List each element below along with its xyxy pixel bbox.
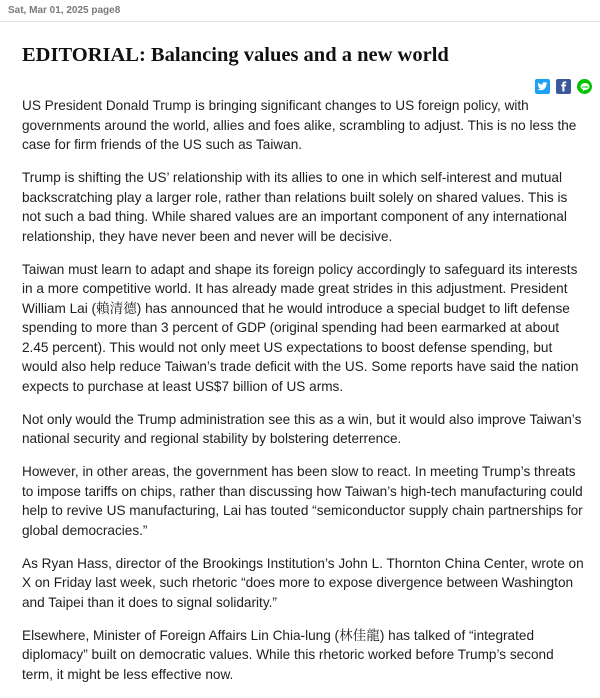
- line-icon: [579, 81, 591, 93]
- facebook-share-button[interactable]: [556, 79, 571, 94]
- article-paragraph: Not only would the Trump administration see this as a win, but it would also improve Taiwan’s national security and regional stability by bolstering deterrence.: [22, 411, 582, 446]
- header-divider: [0, 21, 600, 22]
- twitter-icon: [537, 81, 548, 92]
- article-paragraph: Elsewhere, Minister of Foreign Affairs Lin Chia-lung (林佳龍) has talked of “integrated diplomacy” built on democratic values. While this rhetoric worked before Trump’s second term, it might be less effective now.: [22, 627, 554, 682]
- article-paragraph: Taiwan must learn to adapt and shape its foreign policy accordingly to safeguard its interests in a more competitive world. It has already made great strides in this adjustment. President William Lai (賴清德) has announced that he would introduce a special budget to lift defense spending to more than 3 percent of GDP (original spending had been earmarked at about 2.45 percent). This would not only meet US expectations to boost defense spending, but would also help reduce Taiwan’s trade deficit with the US. Some reports have said the nation expects to purchase at least US$7 billion of US arms.: [22, 261, 579, 394]
- share-toolbar: [535, 79, 592, 94]
- article-paragraph: US President Donald Trump is bringing significant changes to US foreign policy, with governments around the world, allies and foes alike, scrambling to adjust. This is no less the case for firm friends of the US such as Taiwan.: [22, 98, 577, 152]
- dateline: Sat, Mar 01, 2025 page8: [8, 5, 121, 16]
- article-paragraph: However, in other areas, the government has been slow to react. In meeting Trump’s threats to impose tariffs on chips, rather than discussing how Taiwan’s high-tech manufacturing could help to revive US manufacturing, Lai has touted “semiconductor supply chain partnerships for global democracies.”: [22, 464, 583, 538]
- line-share-button[interactable]: [577, 79, 592, 94]
- article-paragraph: As Ryan Hass, director of the Brookings Institution’s John L. Thornton China Center, wrote on X on Friday last week, such rhetoric “does more to expose divergence between Washington and Taipei than it does to signal solidarity.”: [22, 555, 584, 610]
- facebook-icon: [558, 81, 569, 92]
- svg-text:LINE: LINE: [581, 84, 588, 89]
- article-headline: EDITORIAL: Balancing values and a new world: [22, 44, 449, 66]
- article-paragraph: Trump is shifting the US’ relationship with its allies to one in which self-interest and mutual backscratching play a larger role, rather than relations built solely on shared values. This is not such a bad thing. While shared values are an important component of any international relationship, they have never been and never will be decisive.: [22, 170, 568, 244]
- article-body: [22, 96, 588, 698]
- twitter-share-button[interactable]: [535, 79, 550, 94]
